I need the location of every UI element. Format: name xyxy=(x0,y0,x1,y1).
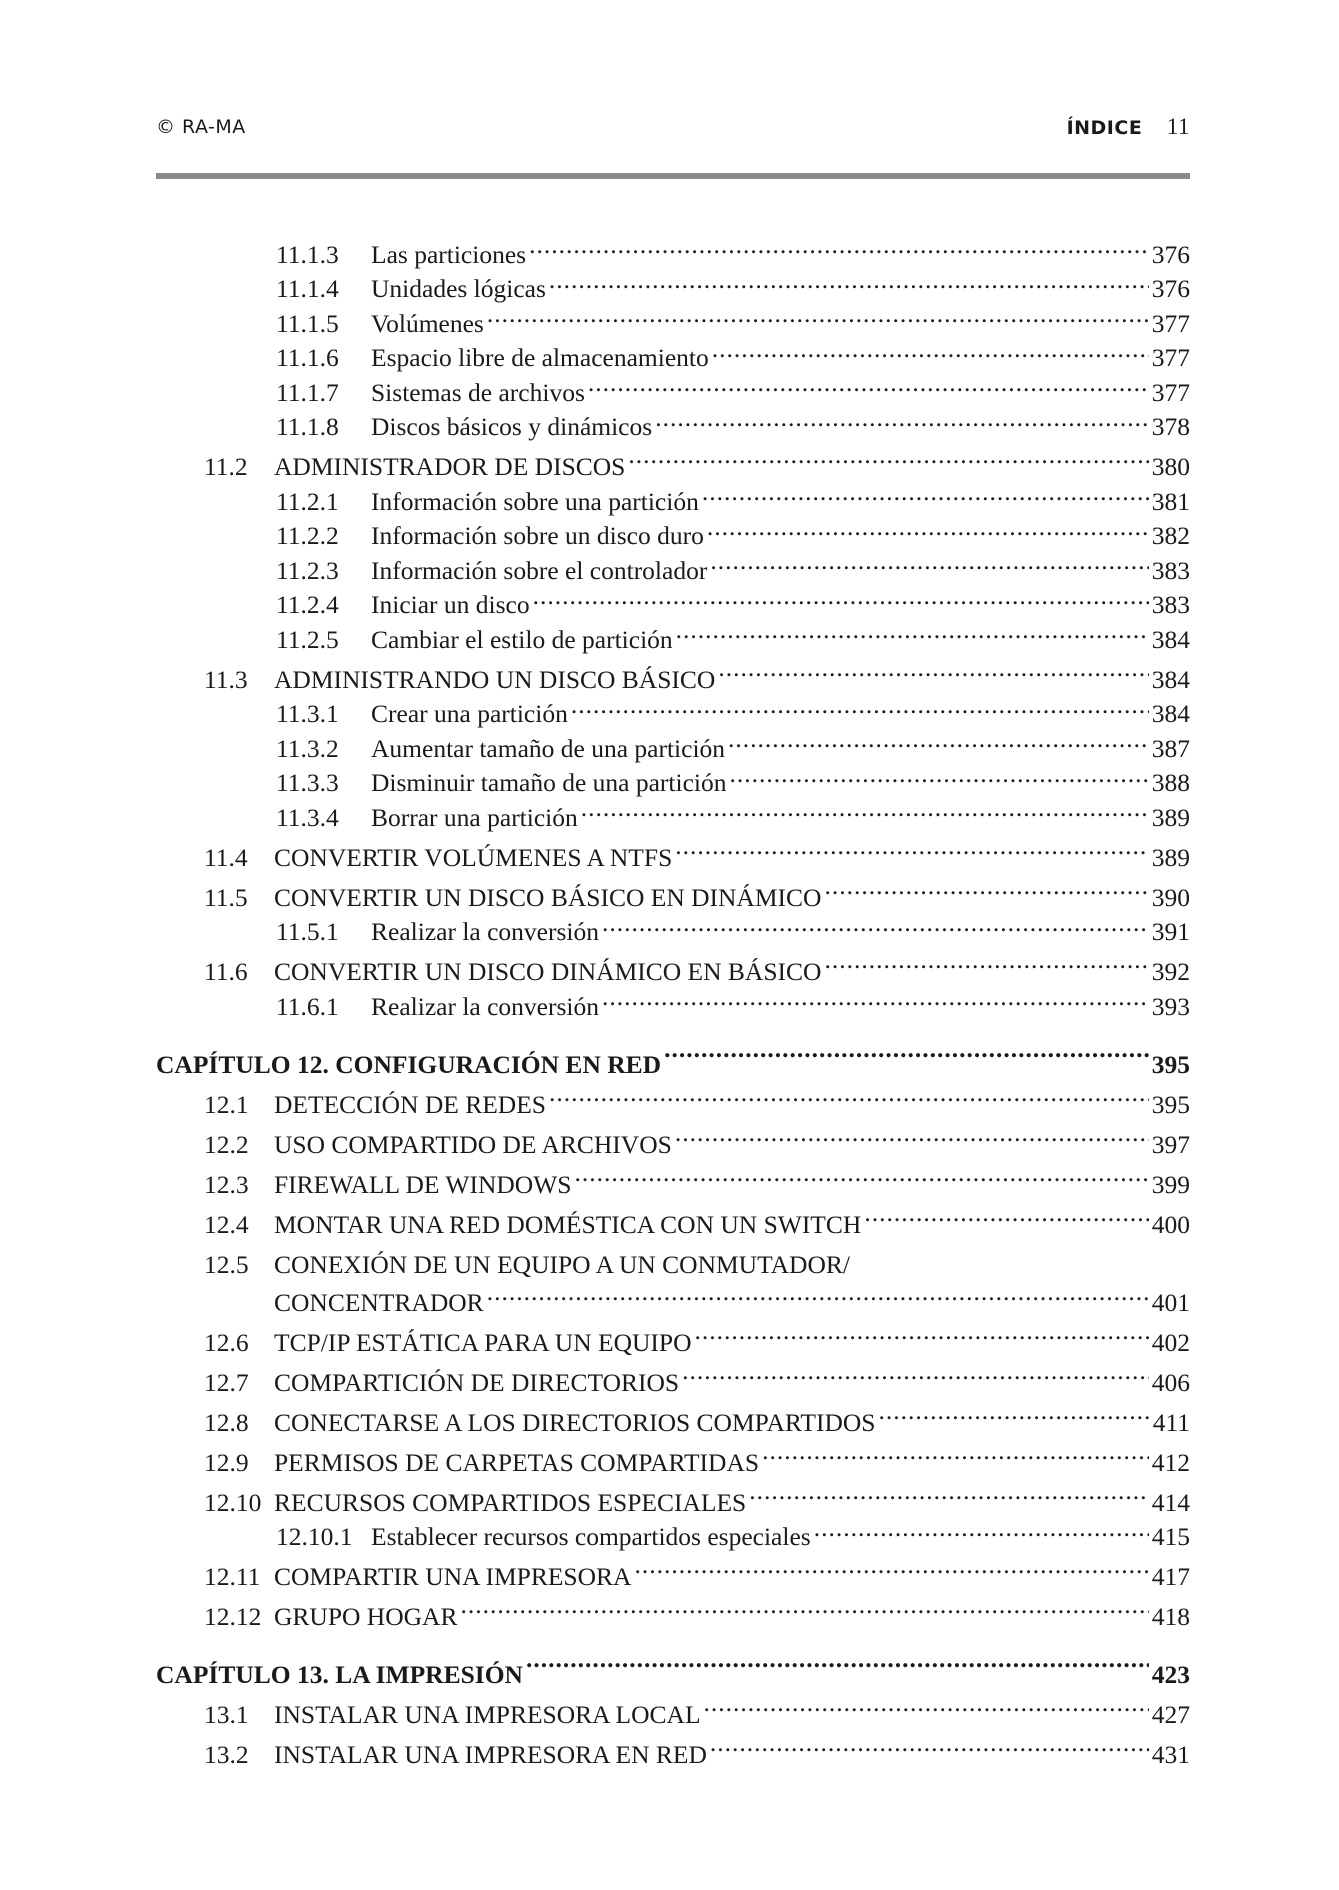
dot-leader xyxy=(549,263,1149,298)
toc-entry[interactable] xyxy=(156,1471,1190,1517)
entry-number: 11.2 xyxy=(204,452,248,481)
dot-leader xyxy=(602,906,1149,941)
entry-title: Información sobre una partición xyxy=(371,486,699,516)
entry-page: 378 xyxy=(1151,412,1190,441)
entry-number: 12.8 xyxy=(204,1407,249,1437)
entry-title: CAPÍTULO 13. LA IMPRESIÓN xyxy=(156,1660,523,1689)
entry-number: 11.2.3 xyxy=(276,555,339,585)
dot-leader xyxy=(712,332,1149,367)
dot-leader xyxy=(574,1153,1148,1193)
toc-entry[interactable] xyxy=(156,1273,1190,1317)
entry-page: 397 xyxy=(1151,1129,1190,1159)
entry-page: 393 xyxy=(1151,991,1190,1021)
toc-entry[interactable] xyxy=(156,648,1190,694)
entry-page: 431 xyxy=(1151,1740,1190,1769)
toc-entry[interactable] xyxy=(156,1391,1190,1437)
toc-entry[interactable] xyxy=(156,544,1190,585)
entry-title: PERMISOS DE CARPETAS COMPARTIDAS xyxy=(274,1447,760,1477)
toc-entry[interactable] xyxy=(156,475,1190,516)
entry-number: 11.2.2 xyxy=(276,521,339,550)
dot-leader xyxy=(655,401,1149,436)
toc-entry[interactable] xyxy=(156,826,1190,872)
entry-number: 12.1 xyxy=(204,1089,249,1119)
entry-page: 376 xyxy=(1151,274,1190,303)
dot-leader xyxy=(533,579,1149,614)
entry-number: 11.3.3 xyxy=(276,768,339,797)
dot-leader xyxy=(628,435,1148,475)
table-of-contents xyxy=(156,228,1190,1769)
dot-leader xyxy=(487,1273,1149,1311)
entry-page: 382 xyxy=(1151,521,1190,550)
entry-number: 12.12 xyxy=(204,1602,262,1631)
toc-entry[interactable] xyxy=(156,906,1190,946)
entry-number: 12.3 xyxy=(204,1169,249,1199)
entry-number: 12.10.1 xyxy=(276,1522,353,1551)
entry-page: 399 xyxy=(1151,1169,1190,1199)
dot-leader xyxy=(581,791,1149,826)
toc-entry[interactable] xyxy=(156,613,1190,654)
entry-title: Realizar la conversión xyxy=(371,917,599,946)
dot-leader xyxy=(824,940,1148,980)
dot-leader xyxy=(675,826,1148,866)
entry-page: 381 xyxy=(1151,486,1190,516)
dot-leader xyxy=(707,510,1149,545)
dot-leader xyxy=(878,1391,1149,1431)
entry-number: 11.3.1 xyxy=(276,699,339,728)
entry-page: 395 xyxy=(1151,1089,1190,1119)
dot-leader xyxy=(460,1585,1148,1625)
entry-page: 383 xyxy=(1151,555,1190,585)
entry-page: 380 xyxy=(1151,452,1190,481)
dot-leader xyxy=(664,1025,1149,1073)
toc-entry[interactable] xyxy=(156,297,1190,338)
entry-title: Realizar la conversión xyxy=(371,991,599,1021)
entry-page: 411 xyxy=(1152,1407,1190,1437)
toc-entry[interactable] xyxy=(156,1113,1190,1159)
toc-entry[interactable] xyxy=(156,510,1190,550)
entry-title: Iniciar un disco xyxy=(371,590,530,619)
page-header xyxy=(156,110,1190,150)
header-divider xyxy=(156,173,1190,179)
entry-page: 390 xyxy=(1151,882,1190,912)
dot-leader xyxy=(814,1511,1149,1546)
dot-leader xyxy=(571,688,1149,723)
entry-number: 12.5 xyxy=(204,1249,249,1279)
entry-number: 11.6 xyxy=(204,957,248,986)
entry-page: 400 xyxy=(1151,1209,1190,1239)
dot-leader xyxy=(634,1545,1148,1585)
entry-title: CONECTARSE A LOS DIRECTORIOS COMPARTIDOS xyxy=(274,1407,876,1437)
toc-entry[interactable] xyxy=(156,1683,1190,1729)
toc-entry[interactable] xyxy=(156,1723,1190,1769)
dot-leader xyxy=(704,1683,1149,1723)
entry-number: 11.5 xyxy=(204,882,248,912)
entry-title: MONTAR UNA RED DOMÉSTICA CON UN SWITCH xyxy=(274,1209,862,1239)
entry-title: GRUPO HOGAR xyxy=(274,1602,458,1631)
entry-title: Espacio libre de almacenamiento xyxy=(371,343,709,372)
dot-leader xyxy=(730,757,1149,792)
entry-title: RECURSOS COMPARTIDOS ESPECIALES xyxy=(274,1487,747,1517)
toc-entry[interactable] xyxy=(156,791,1190,832)
toc-entry[interactable] xyxy=(156,579,1190,619)
toc-entry[interactable] xyxy=(156,1233,1190,1279)
entry-page: 387 xyxy=(1151,733,1190,763)
toc-entry[interactable] xyxy=(156,1585,1190,1631)
toc-entry[interactable] xyxy=(156,1073,1190,1119)
entry-title: ADMINISTRANDO UN DISCO BÁSICO xyxy=(274,664,716,694)
entry-number: 13.2 xyxy=(204,1740,249,1769)
toc-entry[interactable] xyxy=(156,757,1190,797)
toc-entry[interactable] xyxy=(156,1193,1190,1239)
entry-page: 388 xyxy=(1151,768,1190,797)
dot-leader xyxy=(864,1193,1148,1233)
dot-leader xyxy=(710,544,1148,579)
entry-title: FIREWALL DE WINDOWS xyxy=(274,1169,572,1199)
toc-entry[interactable] xyxy=(156,688,1190,728)
dot-leader xyxy=(588,366,1149,401)
entry-page: 377 xyxy=(1151,343,1190,372)
entry-page: 377 xyxy=(1151,308,1190,338)
entry-page: 423 xyxy=(1151,1660,1190,1689)
entry-page: 389 xyxy=(1151,842,1190,872)
entry-page: 391 xyxy=(1151,917,1190,946)
dot-leader xyxy=(695,1311,1149,1351)
entry-title: DETECCIÓN DE REDES xyxy=(274,1089,546,1119)
entry-number: 11.1.3 xyxy=(276,239,339,269)
dot-leader xyxy=(853,1233,1187,1273)
entry-title: COMPARTIR UNA IMPRESORA xyxy=(274,1562,632,1591)
dot-leader xyxy=(702,475,1149,510)
entry-number: 11.2.5 xyxy=(276,624,339,654)
chapter-entry[interactable] xyxy=(156,1635,1190,1689)
entry-number: 12.10 xyxy=(204,1487,262,1517)
toc-entry[interactable] xyxy=(156,722,1190,763)
entry-title: Disminuir tamaño de una partición xyxy=(371,768,727,797)
entry-page: 406 xyxy=(1151,1367,1190,1397)
entry-number: 12.7 xyxy=(204,1367,249,1397)
entry-page: 383 xyxy=(1151,590,1190,619)
dot-leader xyxy=(728,722,1149,757)
entry-number: 11.2.4 xyxy=(276,590,339,619)
toc-entry[interactable] xyxy=(156,1431,1190,1477)
toc-entry[interactable] xyxy=(156,940,1190,986)
entry-number: 11.1.6 xyxy=(276,343,339,372)
entry-page: 377 xyxy=(1151,377,1190,407)
entry-page: 392 xyxy=(1151,957,1190,986)
entry-number: 13.1 xyxy=(204,1700,249,1729)
entry-title: CONVERTIR UN DISCO BÁSICO EN DINÁMICO xyxy=(274,882,822,912)
entry-title: ADMINISTRADOR DE DISCOS xyxy=(274,452,626,481)
entry-page: 427 xyxy=(1151,1700,1190,1729)
toc-entry[interactable] xyxy=(156,332,1190,372)
chapter-entry[interactable] xyxy=(156,1025,1190,1079)
entry-number: 12.6 xyxy=(204,1327,249,1357)
entry-page: 401 xyxy=(1151,1287,1190,1317)
section-name: ÍNDICE xyxy=(1066,117,1143,139)
entry-page: 414 xyxy=(1151,1487,1190,1517)
entry-page: 402 xyxy=(1151,1327,1190,1357)
toc-entry[interactable] xyxy=(156,1311,1190,1357)
entry-title: Las particiones xyxy=(371,239,527,269)
toc-entry[interactable] xyxy=(156,366,1190,407)
dot-leader xyxy=(602,980,1149,1015)
publisher-mark: © RA-MA xyxy=(156,116,246,138)
toc-entry[interactable] xyxy=(156,228,1190,269)
entry-number: 11.1.8 xyxy=(276,412,339,441)
entry-number: 11.3 xyxy=(204,664,248,694)
entry-title: CONVERTIR UN DISCO DINÁMICO EN BÁSICO xyxy=(274,957,822,986)
dot-leader xyxy=(762,1431,1149,1471)
toc-entry[interactable] xyxy=(156,1511,1190,1551)
entry-page: 384 xyxy=(1151,699,1190,728)
entry-title: INSTALAR UNA IMPRESORA EN RED xyxy=(274,1740,707,1769)
entry-page: 415 xyxy=(1151,1522,1190,1551)
entry-page: 395 xyxy=(1151,1049,1190,1079)
dot-leader xyxy=(487,297,1149,332)
entry-title: INSTALAR UNA IMPRESORA LOCAL xyxy=(274,1700,701,1729)
entry-number: 11.5.1 xyxy=(276,917,339,946)
dot-leader xyxy=(824,866,1148,906)
toc-entry[interactable] xyxy=(156,263,1190,303)
entry-title: CAPÍTULO 12. CONFIGURACIÓN EN RED xyxy=(156,1049,662,1079)
entry-title: USO COMPARTIDO DE ARCHIVOS xyxy=(274,1129,672,1159)
dot-leader xyxy=(549,1073,1149,1113)
entry-title: Discos básicos y dinámicos xyxy=(371,412,653,441)
entry-title: Borrar una partición xyxy=(371,802,578,832)
entry-title: Información sobre un disco duro xyxy=(371,521,704,550)
entry-number: 12.2 xyxy=(204,1129,249,1159)
entry-number: 11.1.4 xyxy=(276,274,339,303)
entry-page: 376 xyxy=(1151,239,1190,269)
toc-entry[interactable] xyxy=(156,866,1190,912)
entry-title: Crear una partición xyxy=(371,699,568,728)
entry-title: Establecer recursos compartidos especiales xyxy=(371,1522,811,1551)
entry-number: 11.1.7 xyxy=(276,377,339,407)
dot-leader xyxy=(526,1635,1149,1683)
entry-title: Sistemas de archivos xyxy=(371,377,585,407)
entry-title: Aumentar tamaño de una partición xyxy=(371,733,726,763)
toc-entry[interactable] xyxy=(156,401,1190,441)
entry-title: Volúmenes xyxy=(371,308,484,338)
dot-leader xyxy=(718,648,1148,688)
entry-number: 11.6.1 xyxy=(276,991,339,1021)
entry-title: CONCENTRADOR xyxy=(274,1287,484,1317)
entry-title: Información sobre el controlador xyxy=(371,555,708,585)
entry-number: 11.4 xyxy=(204,842,248,872)
entry-number: 11.3.4 xyxy=(276,802,339,832)
page-number: 11 xyxy=(1166,114,1190,139)
entry-title: CONVERTIR VOLÚMENES A NTFS xyxy=(274,842,673,872)
entry-page: 412 xyxy=(1151,1447,1190,1477)
entry-page: 384 xyxy=(1151,664,1190,694)
entry-title: Cambiar el estilo de partición xyxy=(371,624,673,654)
dot-leader xyxy=(529,228,1149,263)
entry-title: CONEXIÓN DE UN EQUIPO A UN CONMUTADOR/ xyxy=(274,1249,850,1279)
entry-page: 418 xyxy=(1151,1602,1190,1631)
entry-title: TCP/IP ESTÁTICA PARA UN EQUIPO xyxy=(274,1327,692,1357)
entry-page: 389 xyxy=(1151,802,1190,832)
entry-page: 417 xyxy=(1151,1562,1190,1591)
entry-number: 11.1.5 xyxy=(276,308,339,338)
entry-number: 11.2.1 xyxy=(276,486,339,516)
toc-entry[interactable] xyxy=(156,435,1190,481)
dot-leader xyxy=(675,1113,1149,1153)
dot-leader xyxy=(749,1471,1149,1511)
toc-entry[interactable] xyxy=(156,1545,1190,1591)
dot-leader xyxy=(682,1351,1149,1391)
toc-entry[interactable] xyxy=(156,1153,1190,1199)
entry-number: 12.9 xyxy=(204,1447,249,1477)
entry-title: Unidades lógicas xyxy=(371,274,546,303)
entry-number: 12.11 xyxy=(204,1562,261,1591)
entry-number: 12.4 xyxy=(204,1209,249,1239)
entry-number: 11.3.2 xyxy=(276,733,339,763)
dot-leader xyxy=(676,613,1149,648)
dot-leader xyxy=(710,1723,1149,1763)
toc-entry[interactable] xyxy=(156,980,1190,1021)
toc-entry[interactable] xyxy=(156,1351,1190,1397)
entry-page: 384 xyxy=(1151,624,1190,654)
entry-title: COMPARTICIÓN DE DIRECTORIOS xyxy=(274,1367,680,1397)
running-head xyxy=(1067,114,1190,140)
